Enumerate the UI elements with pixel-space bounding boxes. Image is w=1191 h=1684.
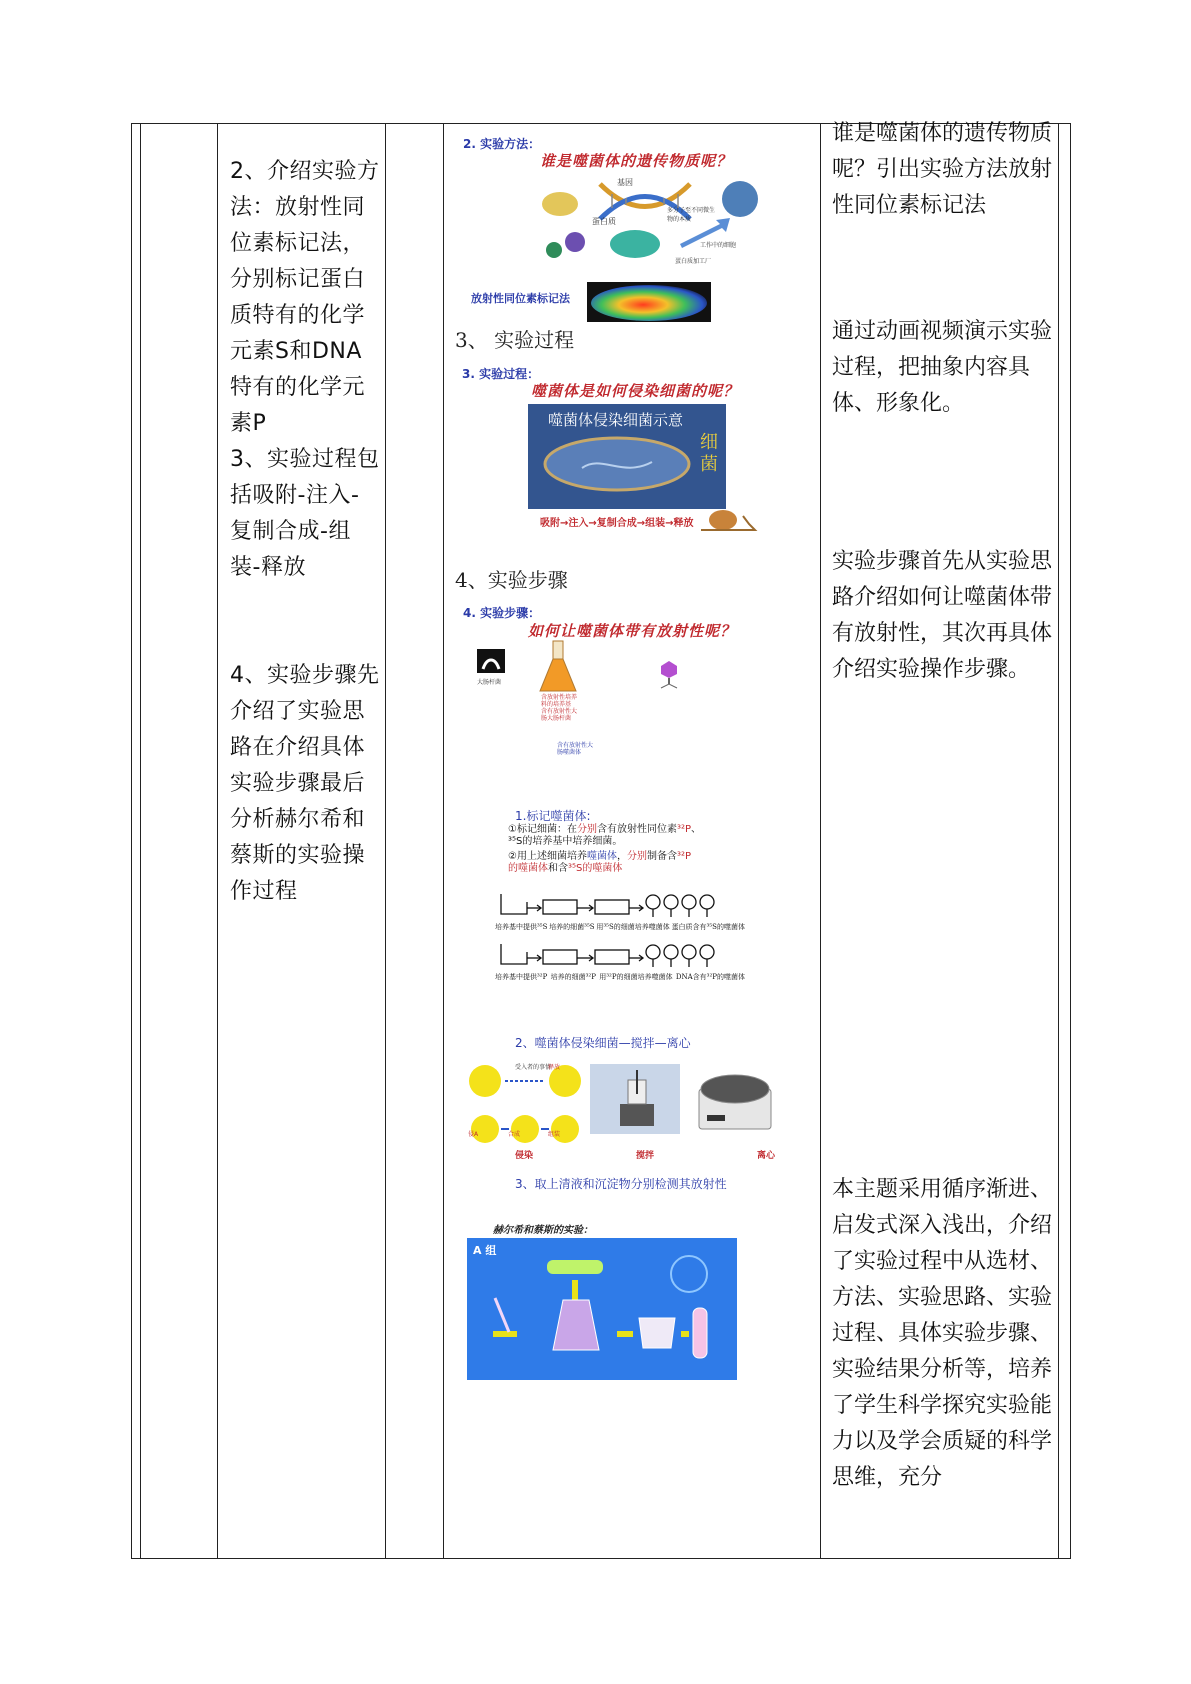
column-divider xyxy=(217,124,218,1558)
snail-graphic xyxy=(697,506,761,532)
stirrer-image xyxy=(590,1064,680,1134)
mini-label: 受入者的事情 xyxy=(515,1064,552,1071)
slide-title: 3、取上清液和沉淀物分别检测其放射性 xyxy=(515,1177,727,1191)
slide-label: 4. 实验步骤： xyxy=(463,606,541,620)
slide-label: 2. 实验方法： xyxy=(463,137,541,151)
mini-label: 合成 xyxy=(508,1131,521,1138)
ecoli-icon xyxy=(475,647,507,675)
flow-labels-row-1: 培养基中提供³⁵S 培养的细菌³⁵S 用³⁵S的细菌培养噬菌体 蛋白质含有³⁵S的噬菌体 xyxy=(495,923,745,931)
stage-labels: 侵染 搅拌 离心 xyxy=(515,1151,775,1161)
slide-text: ①标记细菌：在分别含有放射性同位素³²P、 ³⁵S的培养基中培养细菌。 ②用上述细菌培养噬菌体，分别制备含³²P 的噬菌体和含³⁵S的噬菌体 xyxy=(508,824,702,874)
slide-title: 谁是噬菌体的遗传物质呢？ xyxy=(540,152,733,170)
design-intent-1: 谁是噬菌体的遗传物质呢？引出实验方法放射性同位素标记法 xyxy=(832,121,1053,218)
mini-label: 释放 xyxy=(548,1064,561,1071)
teaching-content xyxy=(230,154,380,910)
group-label: A 组 xyxy=(473,1244,497,1257)
ecoli-label: 大肠杆菌 xyxy=(477,679,502,686)
column-divider xyxy=(443,124,444,1558)
section-heading-process: 3、 实验过程 xyxy=(455,328,575,352)
lesson-table xyxy=(131,123,1071,1559)
labeling-flow-row-1 xyxy=(497,888,747,920)
column-divider xyxy=(385,124,386,1558)
experiment-panel xyxy=(467,1238,737,1380)
bacterium-graphic xyxy=(542,434,692,494)
content-item-process: 3、实验过程包括吸附-注入-复制合成-组装-释放 xyxy=(230,447,380,580)
flask-label: 含放射性培养 料的培养基 含有放射性大 肠大肠杆菌 xyxy=(541,694,578,722)
diagram-label: 工作中的细胞 xyxy=(700,242,737,249)
process-steps: 吸附→注入→复制合成→组装→释放 xyxy=(540,518,694,529)
slide-label: 3. 实验过程： xyxy=(462,367,540,381)
slide-title: 1.标记噬菌体: xyxy=(515,809,591,823)
mini-label: 组装 xyxy=(548,1131,561,1138)
thermal-scan-image xyxy=(587,282,711,322)
centrifuge-image xyxy=(695,1069,775,1133)
slide-title: 噬菌体是如何侵染细菌的呢？ xyxy=(531,382,740,400)
slide-title: 如何让噬菌体带有放射性呢？ xyxy=(528,622,737,640)
diagram-label: 蛋白质加工厂 xyxy=(675,258,712,265)
diagram-label: 多分子至不同微生物的本质 xyxy=(667,207,716,223)
content-item-method: 2、介绍实验方法：放射性同位素标记法，分别标记蛋白质特有的化学元素S和DNA特有的化学元素P xyxy=(230,159,380,436)
column-divider xyxy=(140,124,141,1558)
labeling-flow-row-2 xyxy=(497,938,747,970)
flow-labels-row-2: 培养基中提供³²P 培养的细菌³²P 用³²P的细菌培养噬菌体 DNA含有³²P的噬菌体 xyxy=(495,973,745,981)
content-item-steps: 4、实验步骤先介绍了实验思路在介绍具体实验步骤最后分析赫尔希和蔡斯的实验操作过程 xyxy=(230,663,380,904)
infection-cycle-diagram xyxy=(465,1059,590,1149)
phage-icon xyxy=(657,660,681,690)
phage-label: 含有放射性大 肠噬菌体 xyxy=(557,742,594,756)
panel-side-label: 细菌 xyxy=(700,432,718,475)
mini-label: 侵A xyxy=(468,1131,479,1138)
design-intent-3: 实验步骤首先从实验思路介绍如何让噬菌体带有放射性，其次再具体介绍实验操作步骤。 xyxy=(832,549,1053,682)
panel-title: 噬菌体侵染细菌示意 xyxy=(548,411,684,429)
slide-caption: 放射性同位素标记法 xyxy=(471,292,570,305)
slides-column xyxy=(445,124,821,1558)
design-intent-2: 通过动画视频演示实验过程，把抽象内容具体、形象化。 xyxy=(832,319,1053,416)
experiment-graphic xyxy=(467,1238,737,1380)
dna-diagram xyxy=(540,174,760,269)
slide-subtitle: 赫尔希和蔡斯的实验： xyxy=(493,1225,593,1236)
design-intent-4: 本主题采用循序渐进、启发式深入浅出，介绍了实验过程中从选材、方法、实验思路、实验过程、具体实验步骤、实验结果分析等，培养了学生科学探究实验能力以及学会质疑的科学思维，充分 xyxy=(832,1177,1053,1490)
diagram-label: 蛋白质 xyxy=(592,217,616,226)
diagram-label: 基因 xyxy=(617,178,633,187)
flask-icon xyxy=(538,639,578,695)
slide-title: 2、噬菌体侵染细菌—搅拌—离心 xyxy=(515,1036,691,1050)
section-heading-steps: 4、实验步骤 xyxy=(455,568,568,592)
animation-panel xyxy=(528,404,726,509)
